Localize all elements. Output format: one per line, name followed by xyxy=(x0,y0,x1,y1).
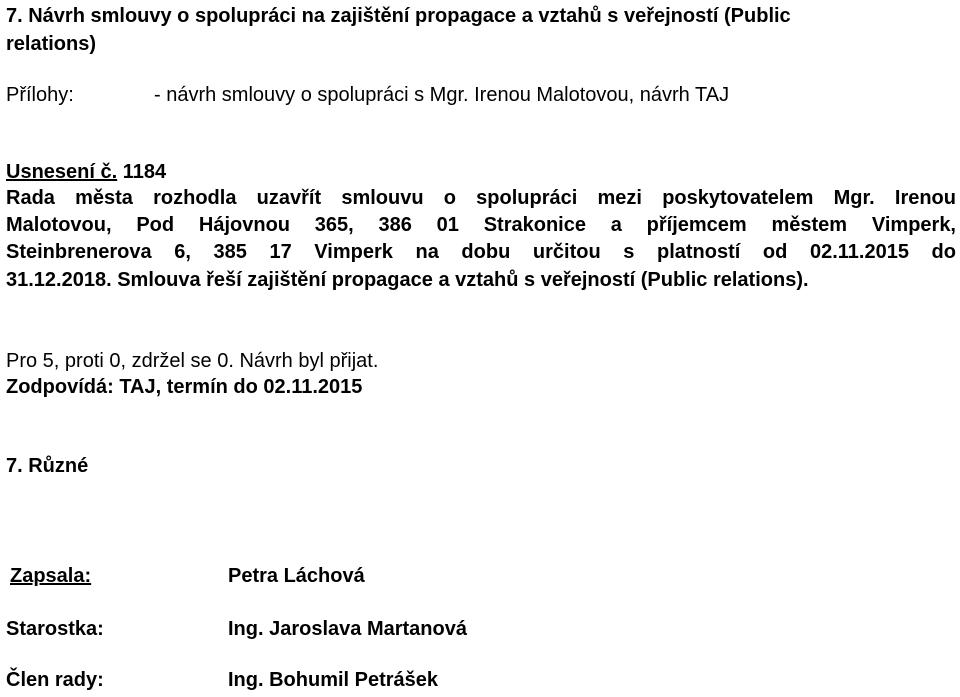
vote-result: Pro 5, proti 0, zdržel se 0. Návrh byl přijat. xyxy=(6,350,379,372)
responsible-line: Zodpovídá: TAJ, termín do 02.11.2015 xyxy=(6,376,363,398)
resolution-title xyxy=(6,160,166,184)
resolution-body-line-3: Steinbrenerova 6, 385 17 Vimperk na dobu určitou s platností od 02.11.2015 do xyxy=(6,241,956,263)
signature-name-council-member: Ing. Bohumil Petrášek xyxy=(228,669,439,691)
attachments-value: - návrh smlouvy o spolupráci s Mgr. Irenou Malotovou, návrh TAJ xyxy=(154,84,730,106)
resolution-label: Usnesení č. xyxy=(6,161,118,183)
resolution-body-line-2: Malotovou, Pod Hájovnou 365, 386 01 Strakonice a příjemcem městem Vimperk, xyxy=(6,214,956,236)
section-heading-line-1: 7. Návrh smlouvy o spolupráci na zajištění propagace a vztahů s veřejností (Public xyxy=(6,5,791,27)
attachments-label: Přílohy: xyxy=(6,84,74,106)
section-8-heading: 7. Různé xyxy=(6,455,89,477)
signature-label-mayor: Starostka: xyxy=(6,618,104,640)
signature-label-recorder: Zapsala: xyxy=(10,565,92,587)
signature-label-council-member: Člen rady: xyxy=(6,669,104,691)
resolution-body-line-1: Rada města rozhodla uzavřít smlouvu o spolupráci mezi poskytovatelem Mgr. Irenou xyxy=(6,187,956,209)
signature-name-mayor: Ing. Jaroslava Martanová xyxy=(228,618,467,640)
resolution-number: 1184 xyxy=(117,161,167,183)
resolution-body-line-4: 31.12.2018. Smlouva řeší zajištění propagace a vztahů s veřejností (Public relations). xyxy=(6,269,809,291)
signature-name-recorder: Petra Láchová xyxy=(228,565,365,587)
section-heading-line-2: relations) xyxy=(6,33,97,55)
